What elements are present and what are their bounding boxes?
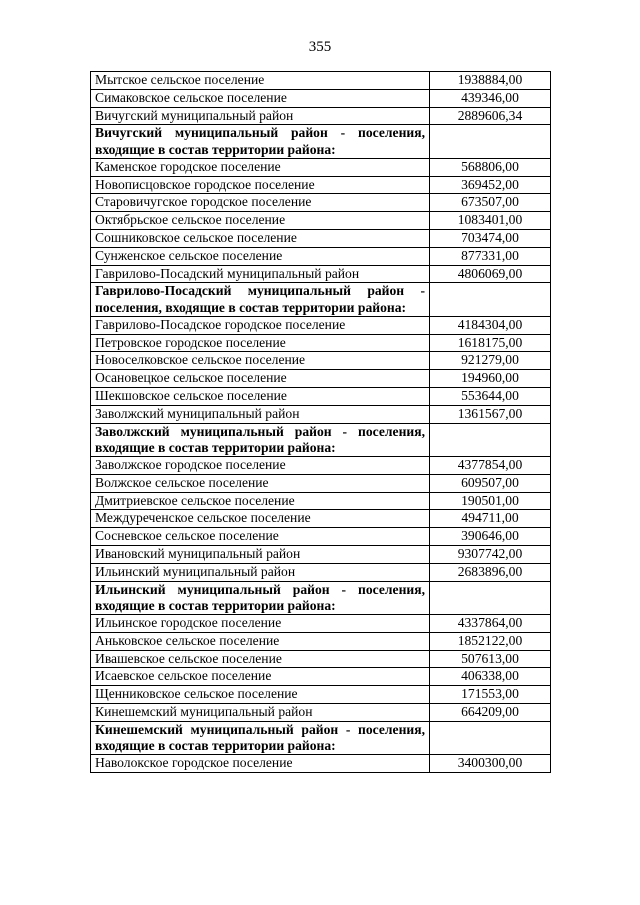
table-section-header-row: [91, 581, 551, 614]
settlement-name-cell: Ивашевское сельское поселение: [91, 650, 430, 668]
table-row: [91, 158, 551, 176]
table-row: [91, 632, 551, 650]
table-row: [91, 334, 551, 352]
settlement-name-cell: Осановецкое сельское поселение: [91, 370, 430, 388]
settlement-name-cell: Сунженское сельское поселение: [91, 247, 430, 265]
table-row: [91, 316, 551, 334]
section-header-cell: Ильинский муниципальный район - поселения, входящие в состав территории района:: [91, 581, 430, 614]
table-row: [91, 107, 551, 125]
amount-cell: 664209,00: [430, 703, 551, 721]
table-section-header-row: [91, 283, 551, 316]
section-header-cell: Заволжский муниципальный район - поселения, входящие в состав территории района:: [91, 423, 430, 456]
amount-cell: 390646,00: [430, 528, 551, 546]
budget-table: [90, 71, 551, 773]
table-row: [91, 474, 551, 492]
settlement-name-cell: Шекшовское сельское поселение: [91, 387, 430, 405]
amount-cell: 609507,00: [430, 474, 551, 492]
table-row: [91, 545, 551, 563]
table-row: [91, 563, 551, 581]
amount-cell: 921279,00: [430, 352, 551, 370]
amount-cell: 2683896,00: [430, 563, 551, 581]
table-row: [91, 72, 551, 90]
settlement-name-cell: Исаевское сельское поселение: [91, 668, 430, 686]
amount-cell: [430, 581, 551, 614]
table-row: [91, 686, 551, 704]
settlement-name-cell: Аньковское сельское поселение: [91, 632, 430, 650]
table-row: [91, 703, 551, 721]
table-row: [91, 528, 551, 546]
table-row: [91, 755, 551, 773]
table-row: [91, 212, 551, 230]
settlement-name-cell: Сосневское сельское поселение: [91, 528, 430, 546]
table-row: [91, 352, 551, 370]
table-section-header-row: [91, 721, 551, 754]
table-row: [91, 456, 551, 474]
settlement-name-cell: Заволжское городское поселение: [91, 456, 430, 474]
table-row: [91, 668, 551, 686]
amount-cell: 568806,00: [430, 158, 551, 176]
table-row: [91, 510, 551, 528]
amount-cell: 553644,00: [430, 387, 551, 405]
table-row: [91, 492, 551, 510]
amount-cell: 4184304,00: [430, 316, 551, 334]
table-row: [91, 405, 551, 423]
amount-cell: 494711,00: [430, 510, 551, 528]
amount-cell: 507613,00: [430, 650, 551, 668]
settlement-name-cell: Октябрьское сельское поселение: [91, 212, 430, 230]
amount-cell: 673507,00: [430, 194, 551, 212]
table-row: [91, 265, 551, 283]
amount-cell: 439346,00: [430, 89, 551, 107]
page-number: 355: [308, 39, 332, 55]
amount-cell: 1618175,00: [430, 334, 551, 352]
amount-cell: [430, 283, 551, 316]
table-row: [91, 247, 551, 265]
amount-cell: 1938884,00: [430, 72, 551, 90]
amount-cell: 9307742,00: [430, 545, 551, 563]
amount-cell: 4377854,00: [430, 456, 551, 474]
settlement-name-cell: Наволокское городское поселение: [91, 755, 430, 773]
settlement-name-cell: Щенниковское сельское поселение: [91, 686, 430, 704]
section-header-cell: Гаврилово-Посадский муниципальный район - поселения, входящие в состав территории района:: [91, 283, 430, 316]
amount-cell: 1852122,00: [430, 632, 551, 650]
settlement-name-cell: Ильинский муниципальный район: [91, 563, 430, 581]
table-section-header-row: [91, 423, 551, 456]
settlement-name-cell: Новописцовское городское поселение: [91, 176, 430, 194]
table-row: [91, 194, 551, 212]
table-row: [91, 176, 551, 194]
settlement-name-cell: Вичугский муниципальный район: [91, 107, 430, 125]
section-header-cell: Вичугский муниципальный район - поселения, входящие в состав территории района:: [91, 125, 430, 158]
table-row: [91, 229, 551, 247]
settlement-name-cell: Старовичугское городское поселение: [91, 194, 430, 212]
table-row: [91, 89, 551, 107]
table-row: [91, 650, 551, 668]
table-body: [91, 72, 551, 773]
amount-cell: 171553,00: [430, 686, 551, 704]
settlement-name-cell: Кинешемский муниципальный район: [91, 703, 430, 721]
settlement-name-cell: Новоселковское сельское поселение: [91, 352, 430, 370]
settlement-name-cell: Дмитриевское сельское поселение: [91, 492, 430, 510]
amount-cell: [430, 721, 551, 754]
amount-cell: [430, 125, 551, 158]
settlement-name-cell: Сошниковское сельское поселение: [91, 229, 430, 247]
amount-cell: [430, 423, 551, 456]
amount-cell: 703474,00: [430, 229, 551, 247]
amount-cell: 4337864,00: [430, 614, 551, 632]
amount-cell: 4806069,00: [430, 265, 551, 283]
amount-cell: 406338,00: [430, 668, 551, 686]
section-header-cell: Кинешемский муниципальный район - поселения, входящие в состав территории района:: [91, 721, 430, 754]
settlement-name-cell: Симаковское сельское поселение: [91, 89, 430, 107]
settlement-name-cell: Междуреченское сельское поселение: [91, 510, 430, 528]
table-row: [91, 370, 551, 388]
amount-cell: 1361567,00: [430, 405, 551, 423]
amount-cell: 369452,00: [430, 176, 551, 194]
settlement-name-cell: Мытское сельское поселение: [91, 72, 430, 90]
settlement-name-cell: Петровское городское поселение: [91, 334, 430, 352]
settlement-name-cell: Ивановский муниципальный район: [91, 545, 430, 563]
amount-cell: 3400300,00: [430, 755, 551, 773]
amount-cell: 194960,00: [430, 370, 551, 388]
settlement-name-cell: Ильинское городское поселение: [91, 614, 430, 632]
amount-cell: 877331,00: [430, 247, 551, 265]
settlement-name-cell: Заволжский муниципальный район: [91, 405, 430, 423]
table-row: [91, 387, 551, 405]
settlement-name-cell: Гаврилово-Посадское городское поселение: [91, 316, 430, 334]
settlement-name-cell: Гаврилово-Посадский муниципальный район: [91, 265, 430, 283]
amount-cell: 190501,00: [430, 492, 551, 510]
table-section-header-row: [91, 125, 551, 158]
amount-cell: 2889606,34: [430, 107, 551, 125]
table-row: [91, 614, 551, 632]
amount-cell: 1083401,00: [430, 212, 551, 230]
settlement-name-cell: Волжское сельское поселение: [91, 474, 430, 492]
settlement-name-cell: Каменское городское поселение: [91, 158, 430, 176]
